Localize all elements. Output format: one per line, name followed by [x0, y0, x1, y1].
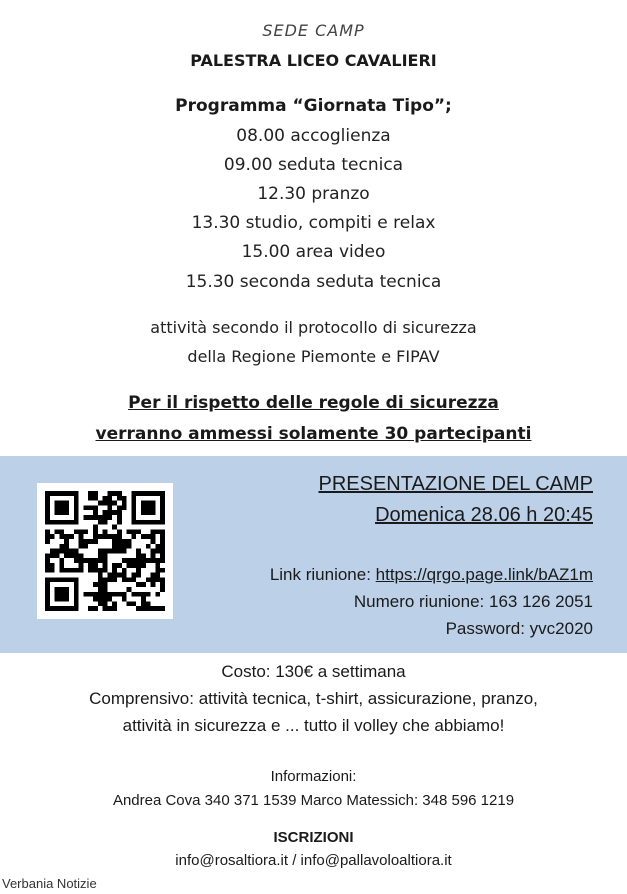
schedule-item: 12.30 pranzo [257, 184, 370, 204]
presentation-band [0, 456, 627, 653]
safety-rule-line: verranno ammessi solamente 30 partecipanti [95, 424, 532, 444]
schedule-item: 08.00 accoglienza [236, 126, 391, 146]
schedule-item: 09.00 seduta tecnica [223, 155, 404, 175]
schedule-item: 15.30 seconda seduta tecnica [185, 272, 442, 292]
source-credit: Verbania Notizie [2, 876, 97, 891]
registration-emails[interactable]: info@rosaltiora.it / info@pallavoloaltiora.it [175, 852, 452, 869]
protocol-line: della Regione Piemonte e FIPAV [187, 347, 440, 366]
info-title: Informazioni: [270, 768, 357, 785]
includes-line: attività in sicurezza e ... tutto il volley che abbiamo! [122, 716, 505, 735]
schedule-item: 15.00 area video [241, 242, 386, 262]
meeting-password: Password: yvc2020 [445, 619, 593, 638]
venue-title: PALESTRA LICEO CAVALIERI [190, 51, 437, 70]
program-title: Programma “Giornata Tipo”; [175, 96, 452, 116]
sede-label: SEDE CAMP [262, 21, 365, 40]
qr-code-graphic [45, 491, 165, 611]
protocol-line: attività secondo il protocollo di sicurezza [150, 318, 477, 337]
price-line: Costo: 130€ a settimana [221, 662, 406, 681]
presentation-date: Domenica 28.06 h 20:45 [375, 504, 593, 526]
meeting-link-label: Link riunione: [269, 565, 376, 584]
schedule-item: 13.30 studio, compiti e relax [191, 213, 436, 233]
meeting-number: Numero riunione: 163 126 2051 [353, 592, 593, 611]
safety-rule-line: Per il rispetto delle regole di sicurezza [128, 393, 499, 413]
qr-code-icon[interactable] [37, 483, 173, 619]
presentation-title: PRESENTAZIONE DEL CAMP [318, 473, 593, 495]
includes-line: Comprensivo: attività tecnica, t-shirt, assicurazione, pranzo, [89, 689, 538, 708]
meeting-link[interactable]: https://qrgo.page.link/bAZ1m [375, 565, 593, 584]
info-contacts: Andrea Cova 340 371 1539 Marco Matessich: 348 596 1219 [112, 792, 515, 809]
registration-title: ISCRIZIONI [273, 829, 354, 846]
meeting-link-row [270, 565, 593, 585]
